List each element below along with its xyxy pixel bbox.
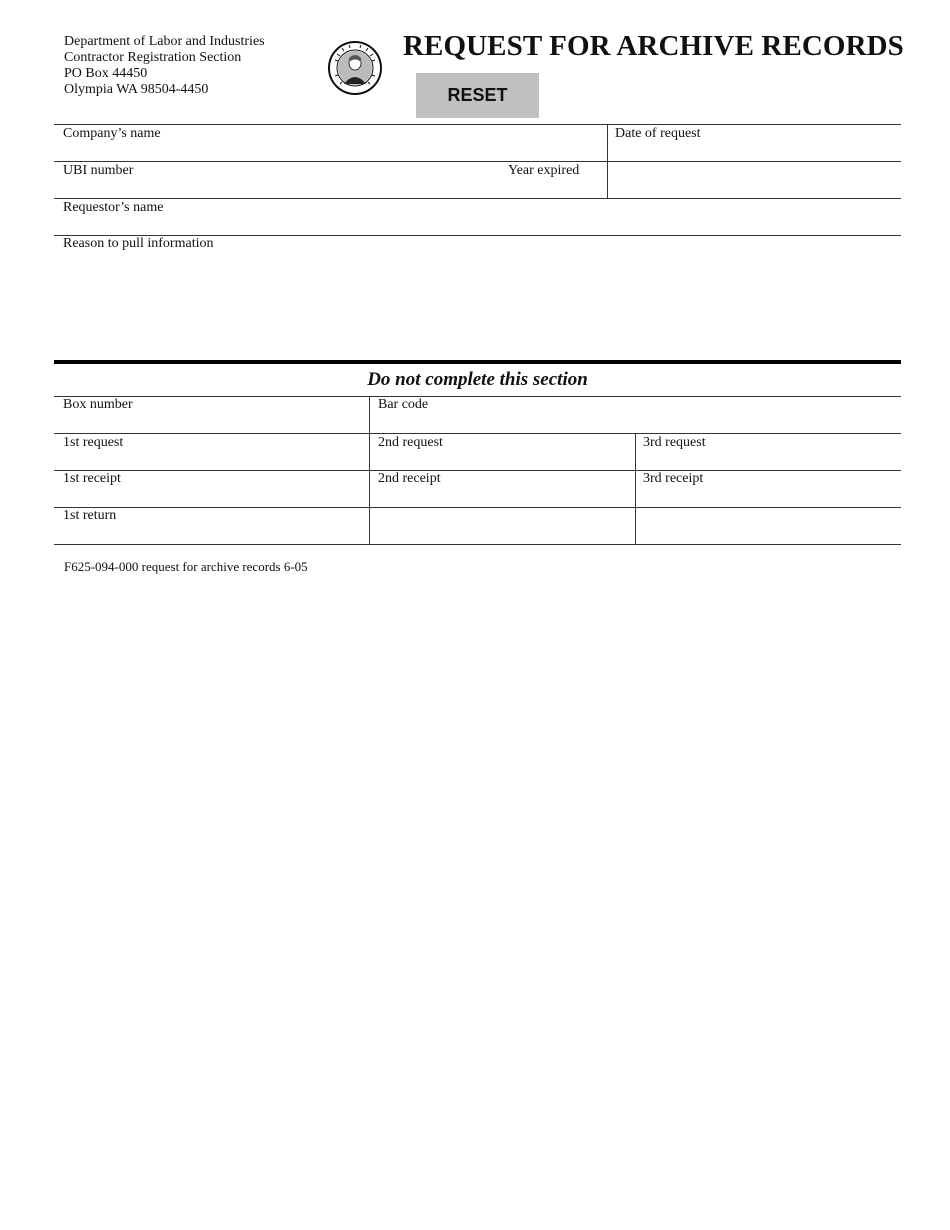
page-title: REQUEST FOR ARCHIVE RECORDS: [403, 30, 904, 62]
date-of-request-label: Date of request: [615, 126, 701, 141]
first-receipt-input[interactable]: [63, 488, 363, 505]
company-name-label: Company’s name: [63, 126, 161, 141]
reason-textarea[interactable]: [63, 254, 895, 352]
divider: [54, 396, 901, 397]
divider: [54, 433, 901, 434]
agency-address: [64, 34, 265, 98]
second-receipt-input[interactable]: [378, 488, 628, 505]
ubi-number-input[interactable]: [140, 165, 490, 193]
divider: [54, 544, 901, 545]
form-id: F625-094-000 request for archive records 6-05: [64, 559, 308, 574]
reset-button[interactable]: RESET: [416, 73, 539, 118]
divider: [635, 433, 636, 544]
date-of-request-input[interactable]: [615, 144, 895, 192]
third-return-input[interactable]: [643, 511, 893, 541]
company-name-input[interactable]: [170, 127, 600, 157]
first-return-label: 1st return: [63, 508, 117, 523]
office-section-title: Do not complete this section: [367, 369, 588, 390]
divider: [369, 396, 370, 544]
requestor-name-label: Requestor’s name: [63, 200, 164, 215]
bar-code-input[interactable]: [378, 413, 893, 431]
address-line-department: Department of Labor and Industries: [64, 34, 265, 49]
address-line-section: Contractor Registration Section: [64, 50, 242, 65]
first-request-label: 1st request: [63, 435, 124, 450]
second-return-input[interactable]: [378, 511, 628, 541]
requestor-name-input[interactable]: [170, 201, 895, 231]
second-request-label: 2nd request: [378, 435, 443, 450]
ubi-number-label: UBI number: [63, 163, 134, 178]
second-request-input[interactable]: [378, 451, 628, 468]
address-line-po-box: PO Box 44450: [64, 66, 148, 81]
box-number-input[interactable]: [63, 413, 363, 431]
first-receipt-label: 1st receipt: [63, 471, 121, 486]
third-request-input[interactable]: [643, 451, 893, 468]
year-expired-input[interactable]: [510, 180, 600, 196]
divider: [54, 198, 901, 199]
divider: [54, 470, 901, 471]
address-line-city: Olympia WA 98504-4450: [64, 82, 209, 97]
bar-code-label: Bar code: [378, 397, 429, 412]
third-receipt-label: 3rd receipt: [643, 471, 704, 486]
divider: [607, 124, 608, 198]
first-request-input[interactable]: [63, 451, 363, 468]
year-expired-label: Year expired: [508, 163, 580, 178]
third-receipt-input[interactable]: [643, 488, 893, 505]
second-receipt-label: 2nd receipt: [378, 471, 441, 486]
state-seal-icon: [326, 40, 384, 96]
third-request-label: 3rd request: [643, 435, 706, 450]
divider: [54, 124, 901, 125]
section-divider: [54, 360, 901, 364]
reason-label: Reason to pull information: [63, 236, 214, 251]
box-number-label: Box number: [63, 397, 133, 412]
divider: [54, 507, 901, 508]
first-return-input[interactable]: [63, 525, 363, 542]
